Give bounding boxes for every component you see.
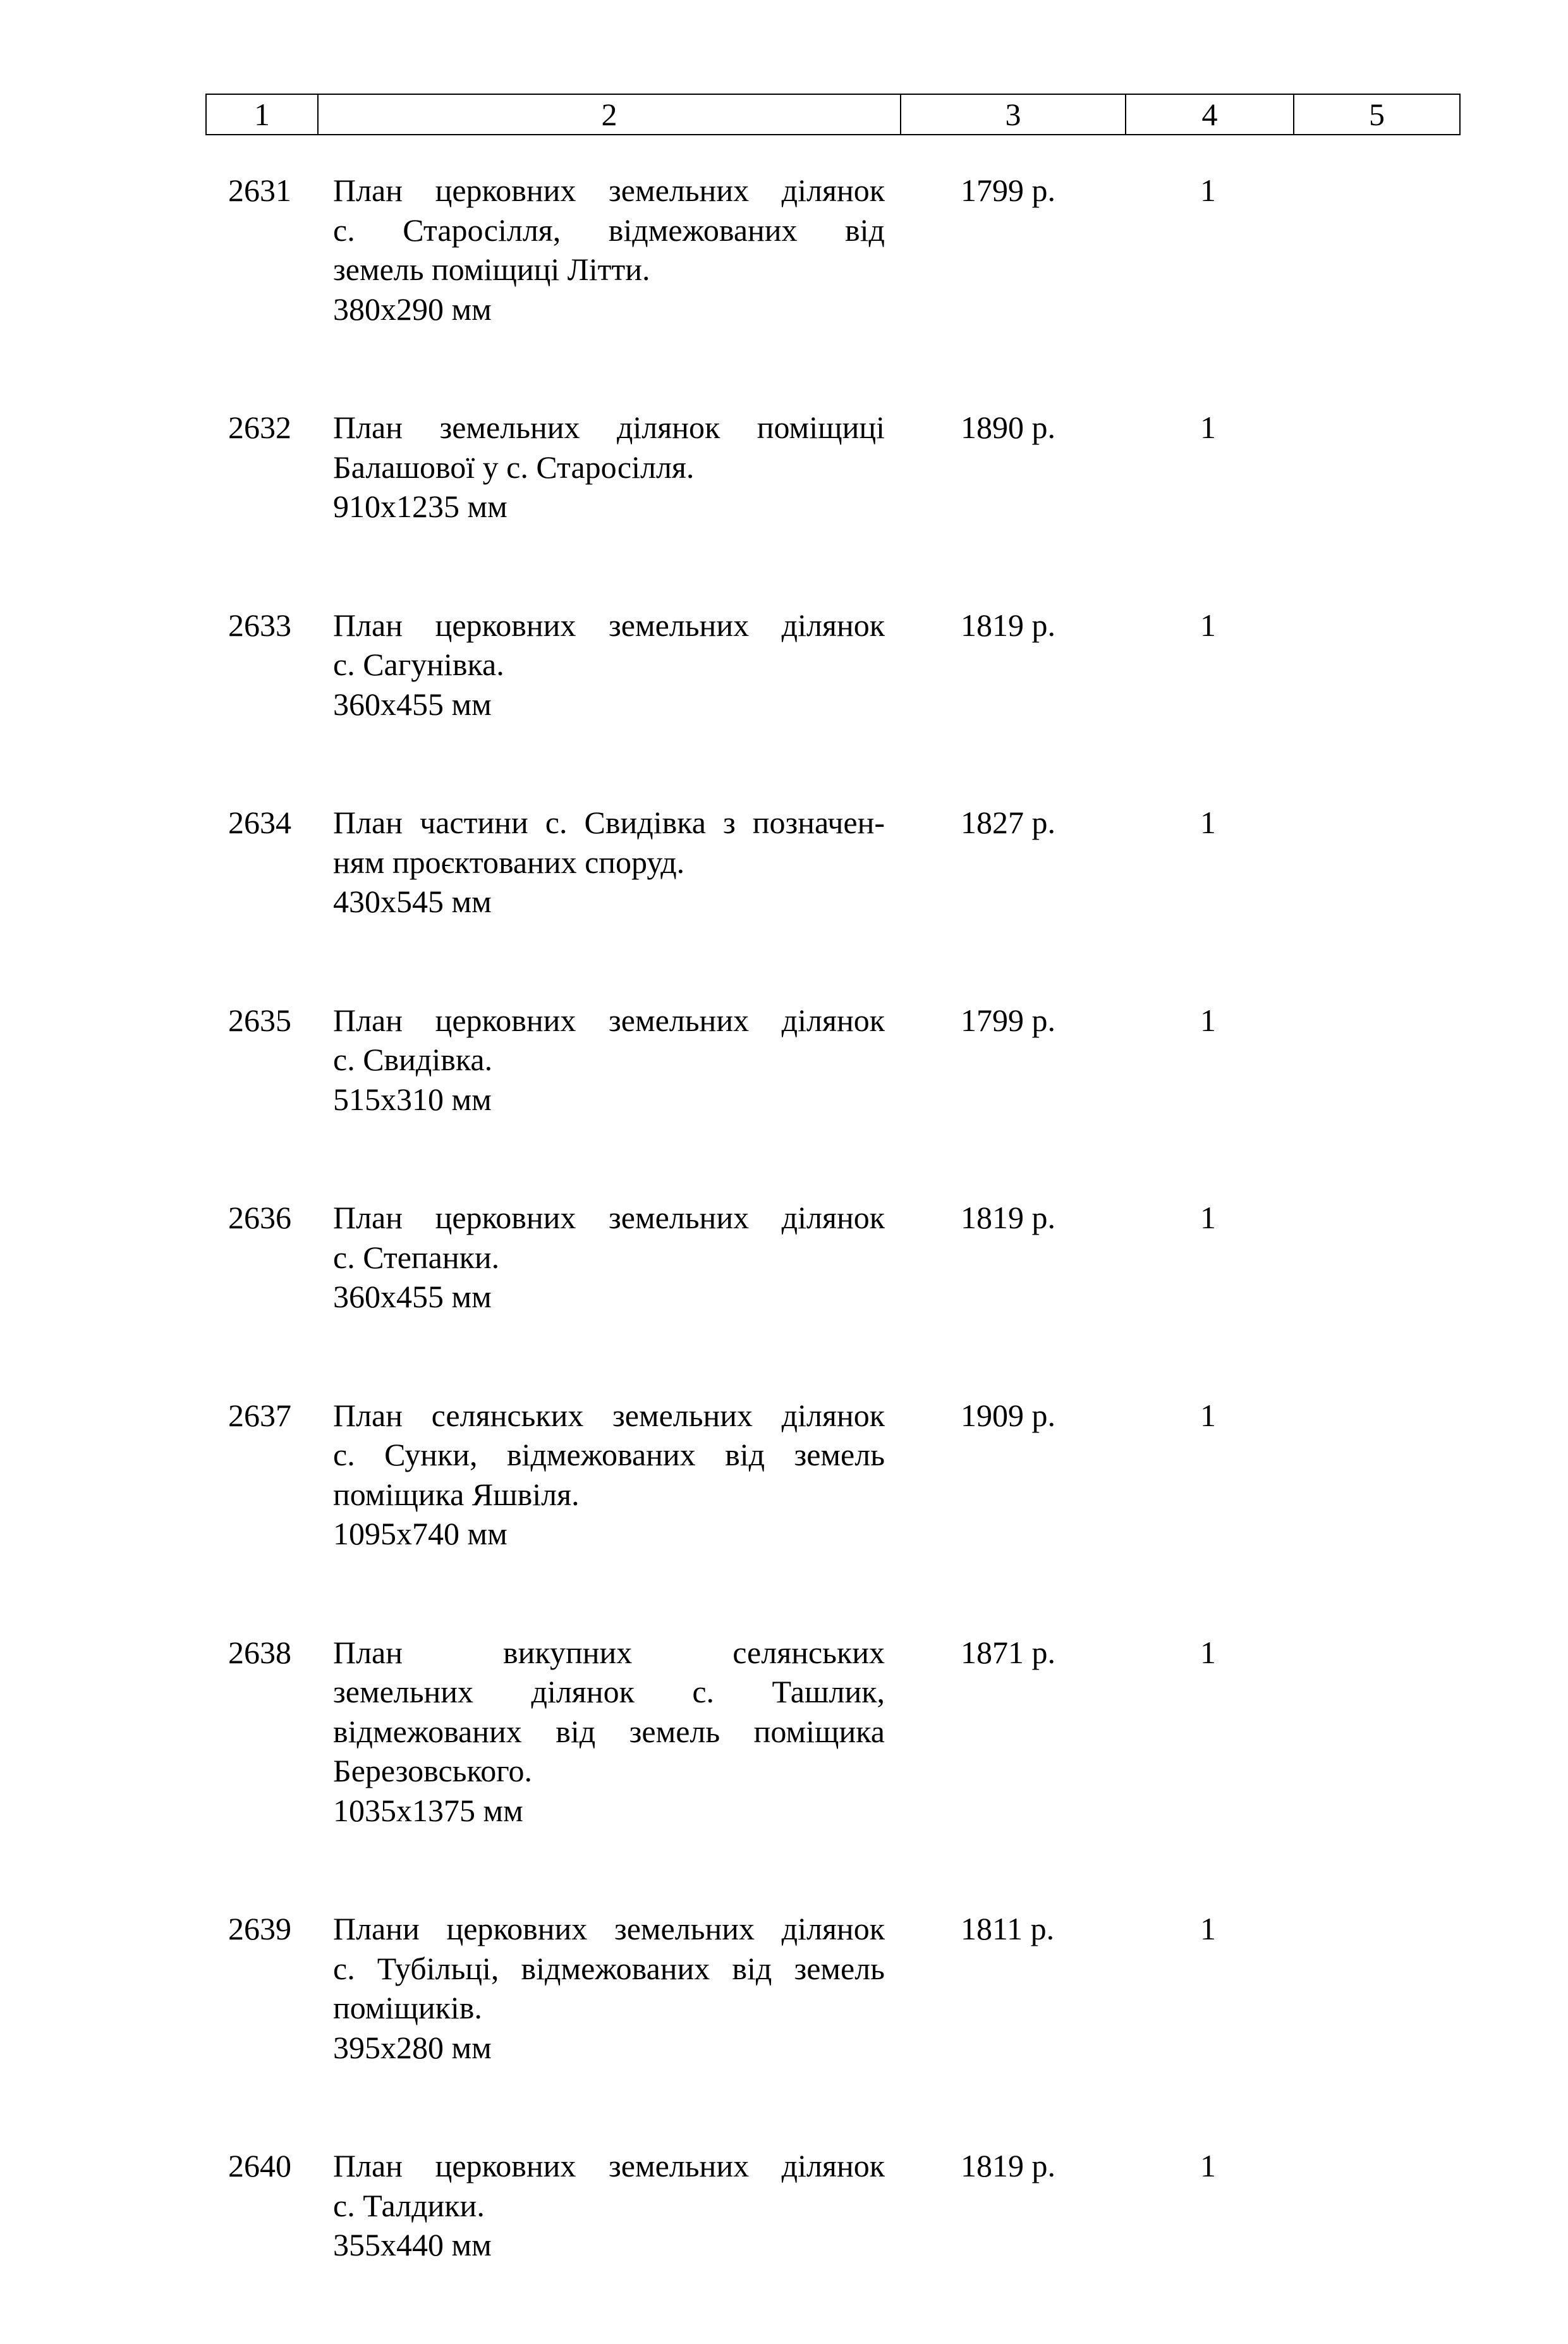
- catalog-entry: [205, 1909, 1459, 2067]
- entry-date: 1819 р.: [961, 607, 1055, 643]
- entry-date: 1819 р.: [961, 1200, 1055, 1235]
- catalog-entry: [205, 408, 1459, 527]
- entry-quantity: 1: [1200, 2148, 1216, 2183]
- catalog-entry: [205, 1633, 1459, 1831]
- entry-size: 355х440 мм: [333, 2227, 492, 2262]
- entry-description-line: с. Сунки, відмежованих від земель: [333, 1437, 885, 1472]
- entry-description: [333, 1909, 885, 2067]
- entry-number: 2633: [228, 607, 291, 643]
- entry-number: 2639: [228, 1911, 291, 1946]
- entry-size: 1035х1375 мм: [333, 1792, 523, 1828]
- entry-description: [333, 2146, 885, 2265]
- column-header-1: 1: [206, 94, 318, 135]
- entry-quantity: 1: [1200, 1200, 1216, 1235]
- entry-description-line: земель поміщиці Літти.: [333, 252, 650, 287]
- entry-description: [333, 408, 885, 527]
- entry-date: 1827 р.: [961, 805, 1055, 840]
- entry-quantity: 1: [1200, 410, 1216, 445]
- entry-number: 2634: [228, 805, 291, 840]
- entry-number: 2637: [228, 1397, 291, 1433]
- entry-size: 910х1235 мм: [333, 489, 507, 524]
- entry-description-line: с. Тубільці, відмежованих від земель: [333, 1950, 885, 1986]
- entry-description-line: Березовського.: [333, 1753, 532, 1788]
- entry-size: 515х310 мм: [333, 1081, 492, 1117]
- column-header-5: 5: [1294, 94, 1460, 135]
- entry-description-line: с. Талдики.: [333, 2187, 485, 2223]
- column-header-row: [206, 94, 1460, 135]
- entry-description: [333, 1001, 885, 1120]
- entry-description-line: ням проєктованих споруд.: [333, 844, 685, 880]
- entry-number: 2640: [228, 2148, 291, 2183]
- entry-description-line: План частини с. Свидівка з позначен-: [333, 805, 885, 840]
- entry-description-line: с. Сагунівка.: [333, 647, 504, 682]
- catalog-entry: [205, 1001, 1459, 1120]
- entry-date: 1799 р.: [961, 1002, 1055, 1038]
- entry-quantity: 1: [1200, 805, 1216, 840]
- entry-size: 430х545 мм: [333, 884, 492, 919]
- entry-description: [333, 606, 885, 724]
- entry-description: [333, 1633, 885, 1831]
- catalog-entry: [205, 2146, 1459, 2265]
- entry-description: [333, 1396, 885, 1554]
- entry-date: 1890 р.: [961, 410, 1055, 445]
- entry-date: 1909 р.: [961, 1397, 1055, 1433]
- entry-quantity: 1: [1200, 607, 1216, 643]
- entry-quantity: 1: [1200, 1397, 1216, 1433]
- entry-size: 395х280 мм: [333, 2029, 492, 2065]
- column-header-table: [205, 94, 1461, 135]
- entry-description-line: с. Степанки.: [333, 1239, 500, 1275]
- entry-description-line: План церковних земельних ділянок: [333, 1200, 885, 1235]
- entry-description-line: земельних ділянок с. Ташлик,: [333, 1674, 885, 1709]
- column-header-3: 3: [901, 94, 1126, 135]
- entry-description-line: с. Свидівка.: [333, 1042, 493, 1077]
- entry-description-line: Балашової у с. Старосілля.: [333, 449, 695, 485]
- entry-number: 2631: [228, 173, 291, 208]
- entry-number: 2635: [228, 1002, 291, 1038]
- entry-description-line: План селянських земельних ділянок: [333, 1397, 885, 1433]
- entry-description-line: План церковних земельних ділянок: [333, 607, 885, 643]
- entry-date: 1871 р.: [961, 1634, 1055, 1670]
- entry-description-line: План церковних земельних ділянок: [333, 173, 885, 208]
- entry-size: 1095х740 мм: [333, 1516, 507, 1551]
- entry-size: 380х290 мм: [333, 291, 492, 327]
- column-header-4: 4: [1126, 94, 1294, 135]
- entry-description: [333, 803, 885, 922]
- entry-size: 360х455 мм: [333, 1279, 492, 1314]
- entry-description: [333, 1198, 885, 1317]
- entry-quantity: 1: [1200, 173, 1216, 208]
- catalog-entry: [205, 1198, 1459, 1317]
- catalog-entry: [205, 171, 1459, 329]
- catalog-entry: [205, 606, 1459, 724]
- entry-date: 1819 р.: [961, 2148, 1055, 2183]
- entry-description-line: Плани церковних земельних ділянок: [333, 1911, 885, 1946]
- entry-description-line: відмежованих від земель поміщика: [333, 1713, 885, 1749]
- catalog-entries: [205, 171, 1459, 2344]
- entry-quantity: 1: [1200, 1911, 1216, 1946]
- entry-quantity: 1: [1200, 1002, 1216, 1038]
- entry-number: 2632: [228, 410, 291, 445]
- column-header-2: 2: [318, 94, 901, 135]
- entry-description-line: План церковних земельних ділянок: [333, 2148, 885, 2183]
- entry-description-line: с. Старосілля, відмежованих від: [333, 212, 885, 248]
- entry-description-line: План церковних земельних ділянок: [333, 1002, 885, 1038]
- entry-date: 1811 р.: [961, 1911, 1055, 1946]
- entry-date: 1799 р.: [961, 173, 1055, 208]
- entry-description-line: поміщиків.: [333, 1990, 482, 2025]
- entry-description-line: План земельних ділянок поміщиці: [333, 410, 885, 445]
- entry-quantity: 1: [1200, 1634, 1216, 1670]
- entry-size: 360х455 мм: [333, 686, 492, 722]
- entry-number: 2638: [228, 1634, 291, 1670]
- catalog-entry: [205, 1396, 1459, 1554]
- catalog-entry: [205, 803, 1459, 922]
- entry-description: [333, 171, 885, 329]
- entry-number: 2636: [228, 1200, 291, 1235]
- entry-description-line: поміщика Яшвіля.: [333, 1476, 580, 1512]
- entry-description-line: План викупних селянських: [333, 1634, 885, 1670]
